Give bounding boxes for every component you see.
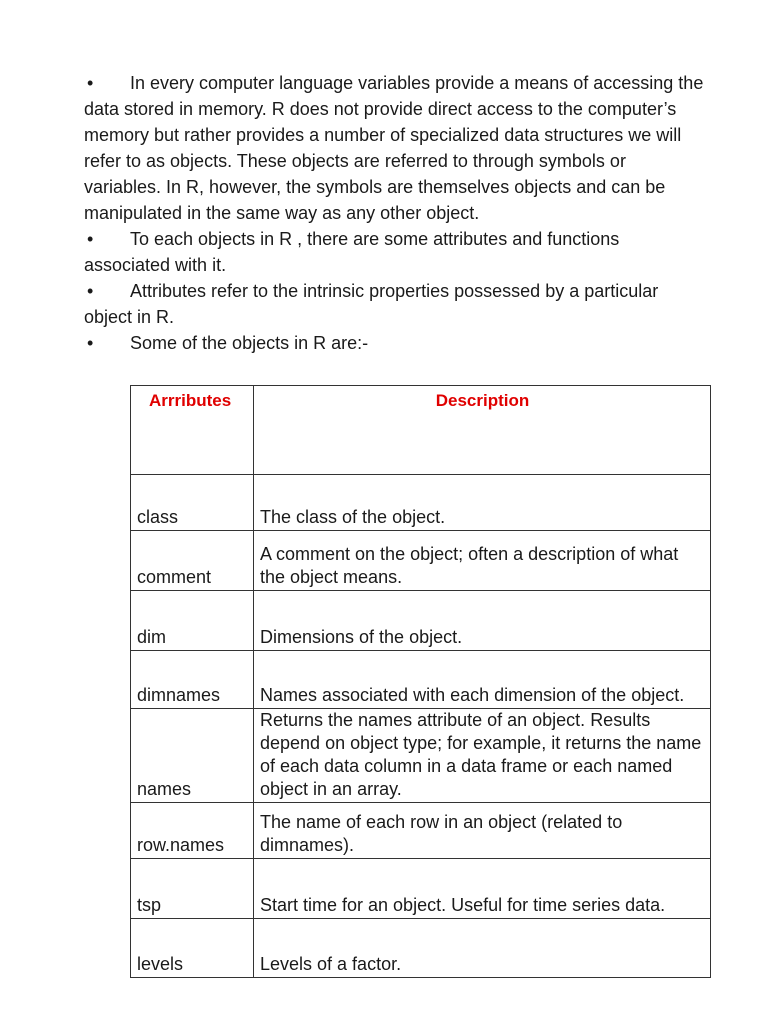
table-header-row <box>131 386 711 475</box>
bullet-text: Some of the objects in R are:- <box>130 333 369 353</box>
bullet-text: Attributes refer to the intrinsic properties possessed by a particular object in R. <box>84 281 659 327</box>
attribute-description: The class of the object. <box>254 475 711 531</box>
document-body <box>84 70 714 356</box>
attribute-name: names <box>131 709 254 803</box>
table-row <box>131 531 711 591</box>
bullet-text: To each objects in R , there are some attributes and functions associated with it. <box>84 229 620 275</box>
bullet-icon: • <box>87 281 94 301</box>
table-row <box>131 475 711 531</box>
attribute-description: Names associated with each dimension of the object. <box>254 651 711 709</box>
attribute-name: dimnames <box>131 651 254 709</box>
bullet-paragraph-4 <box>84 330 704 356</box>
bullet-icon: • <box>87 333 94 353</box>
attribute-description: Dimensions of the object. <box>254 591 711 651</box>
bullet-icon: • <box>87 73 94 93</box>
attribute-name: class <box>131 475 254 531</box>
bullet-paragraph-2 <box>84 226 664 278</box>
table-row <box>131 919 711 978</box>
table-row <box>131 859 711 919</box>
attribute-description: Levels of a factor. <box>254 919 711 978</box>
attribute-description: Returns the names attribute of an object. Results depend on object type; for example, it returns the name of each data column in a data frame or each named object in an array. <box>254 709 711 803</box>
attribute-name: comment <box>131 531 254 591</box>
attribute-name: dim <box>131 591 254 651</box>
attribute-description: The name of each row in an object (related to dimnames). <box>254 803 711 859</box>
table-row <box>131 651 711 709</box>
bullet-paragraph-1 <box>84 70 704 226</box>
attribute-name: levels <box>131 919 254 978</box>
attribute-description: A comment on the object; often a description of what the object means. <box>254 531 711 591</box>
bullet-text: In every computer language variables provide a means of accessing the data stored in memory. R does not provide direct access to the computer’s memory but rather provides a number of specialized data structures we will refer to as objects. These objects are referred to through symbols or variables. In R, however, the symbols are themselves objects and can be manipulated in the same way as any other object. <box>84 73 704 223</box>
attribute-name: row.names <box>131 803 254 859</box>
attributes-table <box>130 385 711 978</box>
bullet-icon: • <box>87 229 94 249</box>
header-description: Description <box>254 386 711 475</box>
attribute-name: tsp <box>131 859 254 919</box>
table-row <box>131 591 711 651</box>
header-attributes: Arrributes <box>131 386 254 475</box>
table-row <box>131 709 711 803</box>
bullet-paragraph-3 <box>84 278 709 330</box>
attribute-description: Start time for an object. Useful for time series data. <box>254 859 711 919</box>
table-row <box>131 803 711 859</box>
